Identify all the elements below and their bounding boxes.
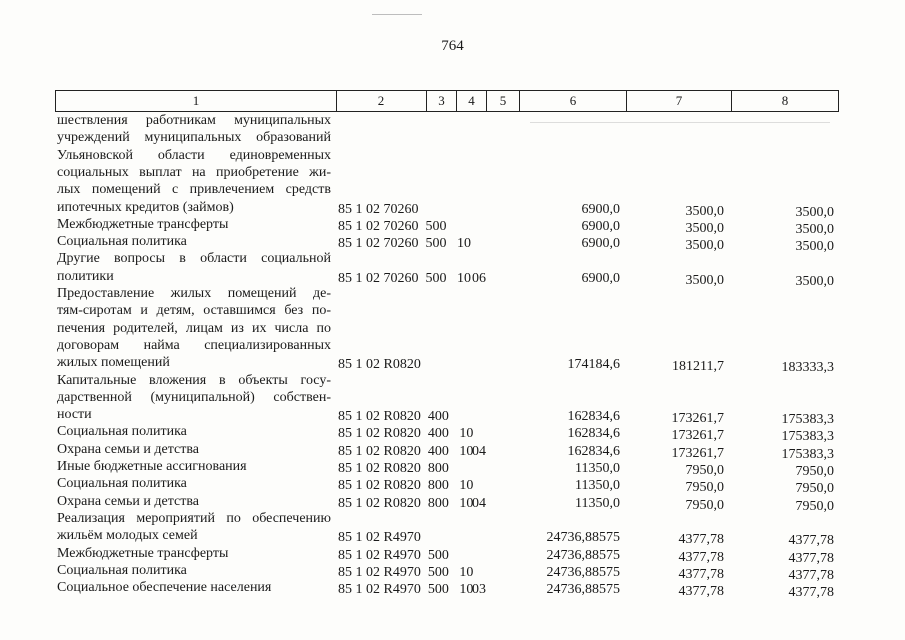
row-description-line: Социальная политика [57,234,187,250]
row-code: 85 1 02 R4970 500 10 [338,564,474,580]
row-description-line: шествления работникам муниципальных [57,113,331,128]
row-col-6: 6900,0 [581,270,620,286]
row-col-7: 3500,0 [685,203,724,219]
row-col-6: 11350,0 [575,461,620,476]
row-description-line: учреждений муниципальных образований [57,130,331,146]
row-col-8: 4377,78 [788,567,834,583]
row-col-6: 6900,0 [581,201,620,217]
row-code: 85 1 02 70260 500 [338,218,447,234]
row-col-8: 183333,3 [781,360,834,376]
row-description-line: социальных выплат на приобретение жи- [57,164,331,180]
row-description-line: Охрана семьи и детства [57,441,199,457]
row-col-7: 3500,0 [685,272,724,288]
row-col-8: 3500,0 [795,221,834,237]
row-description-line: Иные бюджетные ассигнования [57,459,247,474]
header-col-1: 1 [55,90,337,112]
row-col-7: 7950,0 [685,463,724,478]
row-code: 85 1 02 R0820 400 10 [338,426,474,442]
scan-noise [530,122,830,123]
header-col-7: 7 [627,90,732,112]
row-description-line: договорам найма специализированных [57,337,331,353]
row-description-line: Капитальные вложения в объекты госу- [57,372,331,388]
scan-noise [372,14,422,15]
row-col-6: 24736,88575 [546,547,620,563]
row-col-5: 04 [472,443,486,459]
row-col-8: 175383,3 [781,446,834,462]
row-col-6: 24736,88575 [546,582,620,598]
row-col-8: 7950,0 [795,498,834,514]
row-description-line: ности [57,407,92,423]
row-col-6: 162834,6 [567,409,620,425]
row-col-6: 162834,6 [567,443,620,459]
row-col-7: 3500,0 [685,238,724,254]
row-col-8: 3500,0 [795,239,834,255]
row-code: 85 1 02 R0820 400 10 [338,443,474,459]
row-col-5: 06 [472,270,486,286]
row-description-line: Охрана семьи и детства [57,493,199,509]
row-col-8: 7950,0 [795,481,834,497]
row-description-line: политики [57,268,114,284]
row-code: 85 1 02 R0820 400 [338,409,449,425]
header-col-8: 8 [732,90,839,112]
row-description-line: Предоставление жилых помещений де- [57,286,331,301]
header-col-2: 2 [336,90,427,112]
page-number: 764 [441,38,464,54]
row-code: 85 1 02 70260 [338,201,419,217]
row-col-7: 4377,78 [678,584,724,600]
row-col-7: 4377,78 [678,549,724,565]
row-description-line: Ульяновской области единовременных [57,147,331,163]
row-description-line: Социальная политика [57,562,187,578]
row-description-line: ипотечных кредитов (займов) [57,199,234,215]
row-col-6: 174184,6 [567,357,620,373]
row-description-line: Межбюджетные трансферты [57,216,229,232]
row-code: 85 1 02 R0820 800 10 [338,495,474,511]
row-description-line: Социальная политика [57,424,187,440]
header-col-5: 5 [487,90,520,112]
row-col-8: 4377,78 [788,533,834,549]
row-col-8: 3500,0 [795,273,834,289]
row-description-line: Реализация мероприятий по обеспечению [57,510,331,526]
row-col-7: 7950,0 [685,480,724,496]
row-col-5: 03 [472,582,486,598]
header-col-4: 4 [457,90,487,112]
row-description-line: жильём молодых семей [57,528,198,544]
row-description-line: Социальное обеспечение населения [57,580,272,596]
row-description-line: Социальная политика [57,476,187,492]
row-col-7: 173261,7 [671,411,724,427]
row-col-6: 24736,88575 [546,530,620,546]
row-description-line: Межбюджетные трансферты [57,545,229,561]
header-col-6: 6 [520,90,627,112]
row-col-7: 181211,7 [672,359,724,375]
row-description-line: Другие вопросы в области социальной [57,251,331,267]
row-col-6: 11350,0 [575,478,620,494]
row-col-8: 4377,78 [788,585,834,601]
row-col-6: 162834,6 [567,426,620,442]
row-col-8: 175383,3 [781,412,834,428]
row-col-6: 11350,0 [575,495,620,511]
row-col-6: 24736,88575 [546,564,620,580]
row-col-8: 7950,0 [795,464,834,479]
row-description-line: дарственной (муниципальной) собствен- [57,389,331,405]
row-code: 85 1 02 R4970 [338,530,421,546]
row-col-5: 04 [472,495,486,511]
row-col-6: 6900,0 [581,218,620,234]
row-col-6: 6900,0 [581,236,620,252]
row-description-line: тям-сиротам и детям, оставшимся без по- [57,303,331,319]
row-code: 85 1 02 R0820 [338,357,421,373]
row-col-7: 4377,78 [678,566,724,582]
row-col-8: 3500,0 [795,204,834,220]
row-col-7: 4377,78 [678,532,724,548]
row-code: 85 1 02 70260 500 10 [338,236,471,252]
row-description-line: печения родителей, лицам из их числа по [57,320,331,336]
row-code: 85 1 02 R0820 800 10 [338,478,474,494]
row-col-8: 175383,3 [781,429,834,445]
row-col-7: 173261,7 [671,428,724,444]
row-code: 85 1 02 R4970 500 [338,547,449,563]
row-description-line: жилых помещений [57,355,170,371]
row-code: 85 1 02 R0820 800 [338,461,449,476]
row-col-8: 4377,78 [788,550,834,566]
row-code: 85 1 02 R4970 500 10 [338,582,474,598]
row-col-7: 173261,7 [671,445,724,461]
row-col-7: 3500,0 [685,220,724,236]
header-col-3: 3 [427,90,457,112]
row-col-7: 7950,0 [685,497,724,513]
row-code: 85 1 02 70260 500 10 [338,270,471,286]
row-description-line: лых помещений с привлечением средств [57,182,331,198]
